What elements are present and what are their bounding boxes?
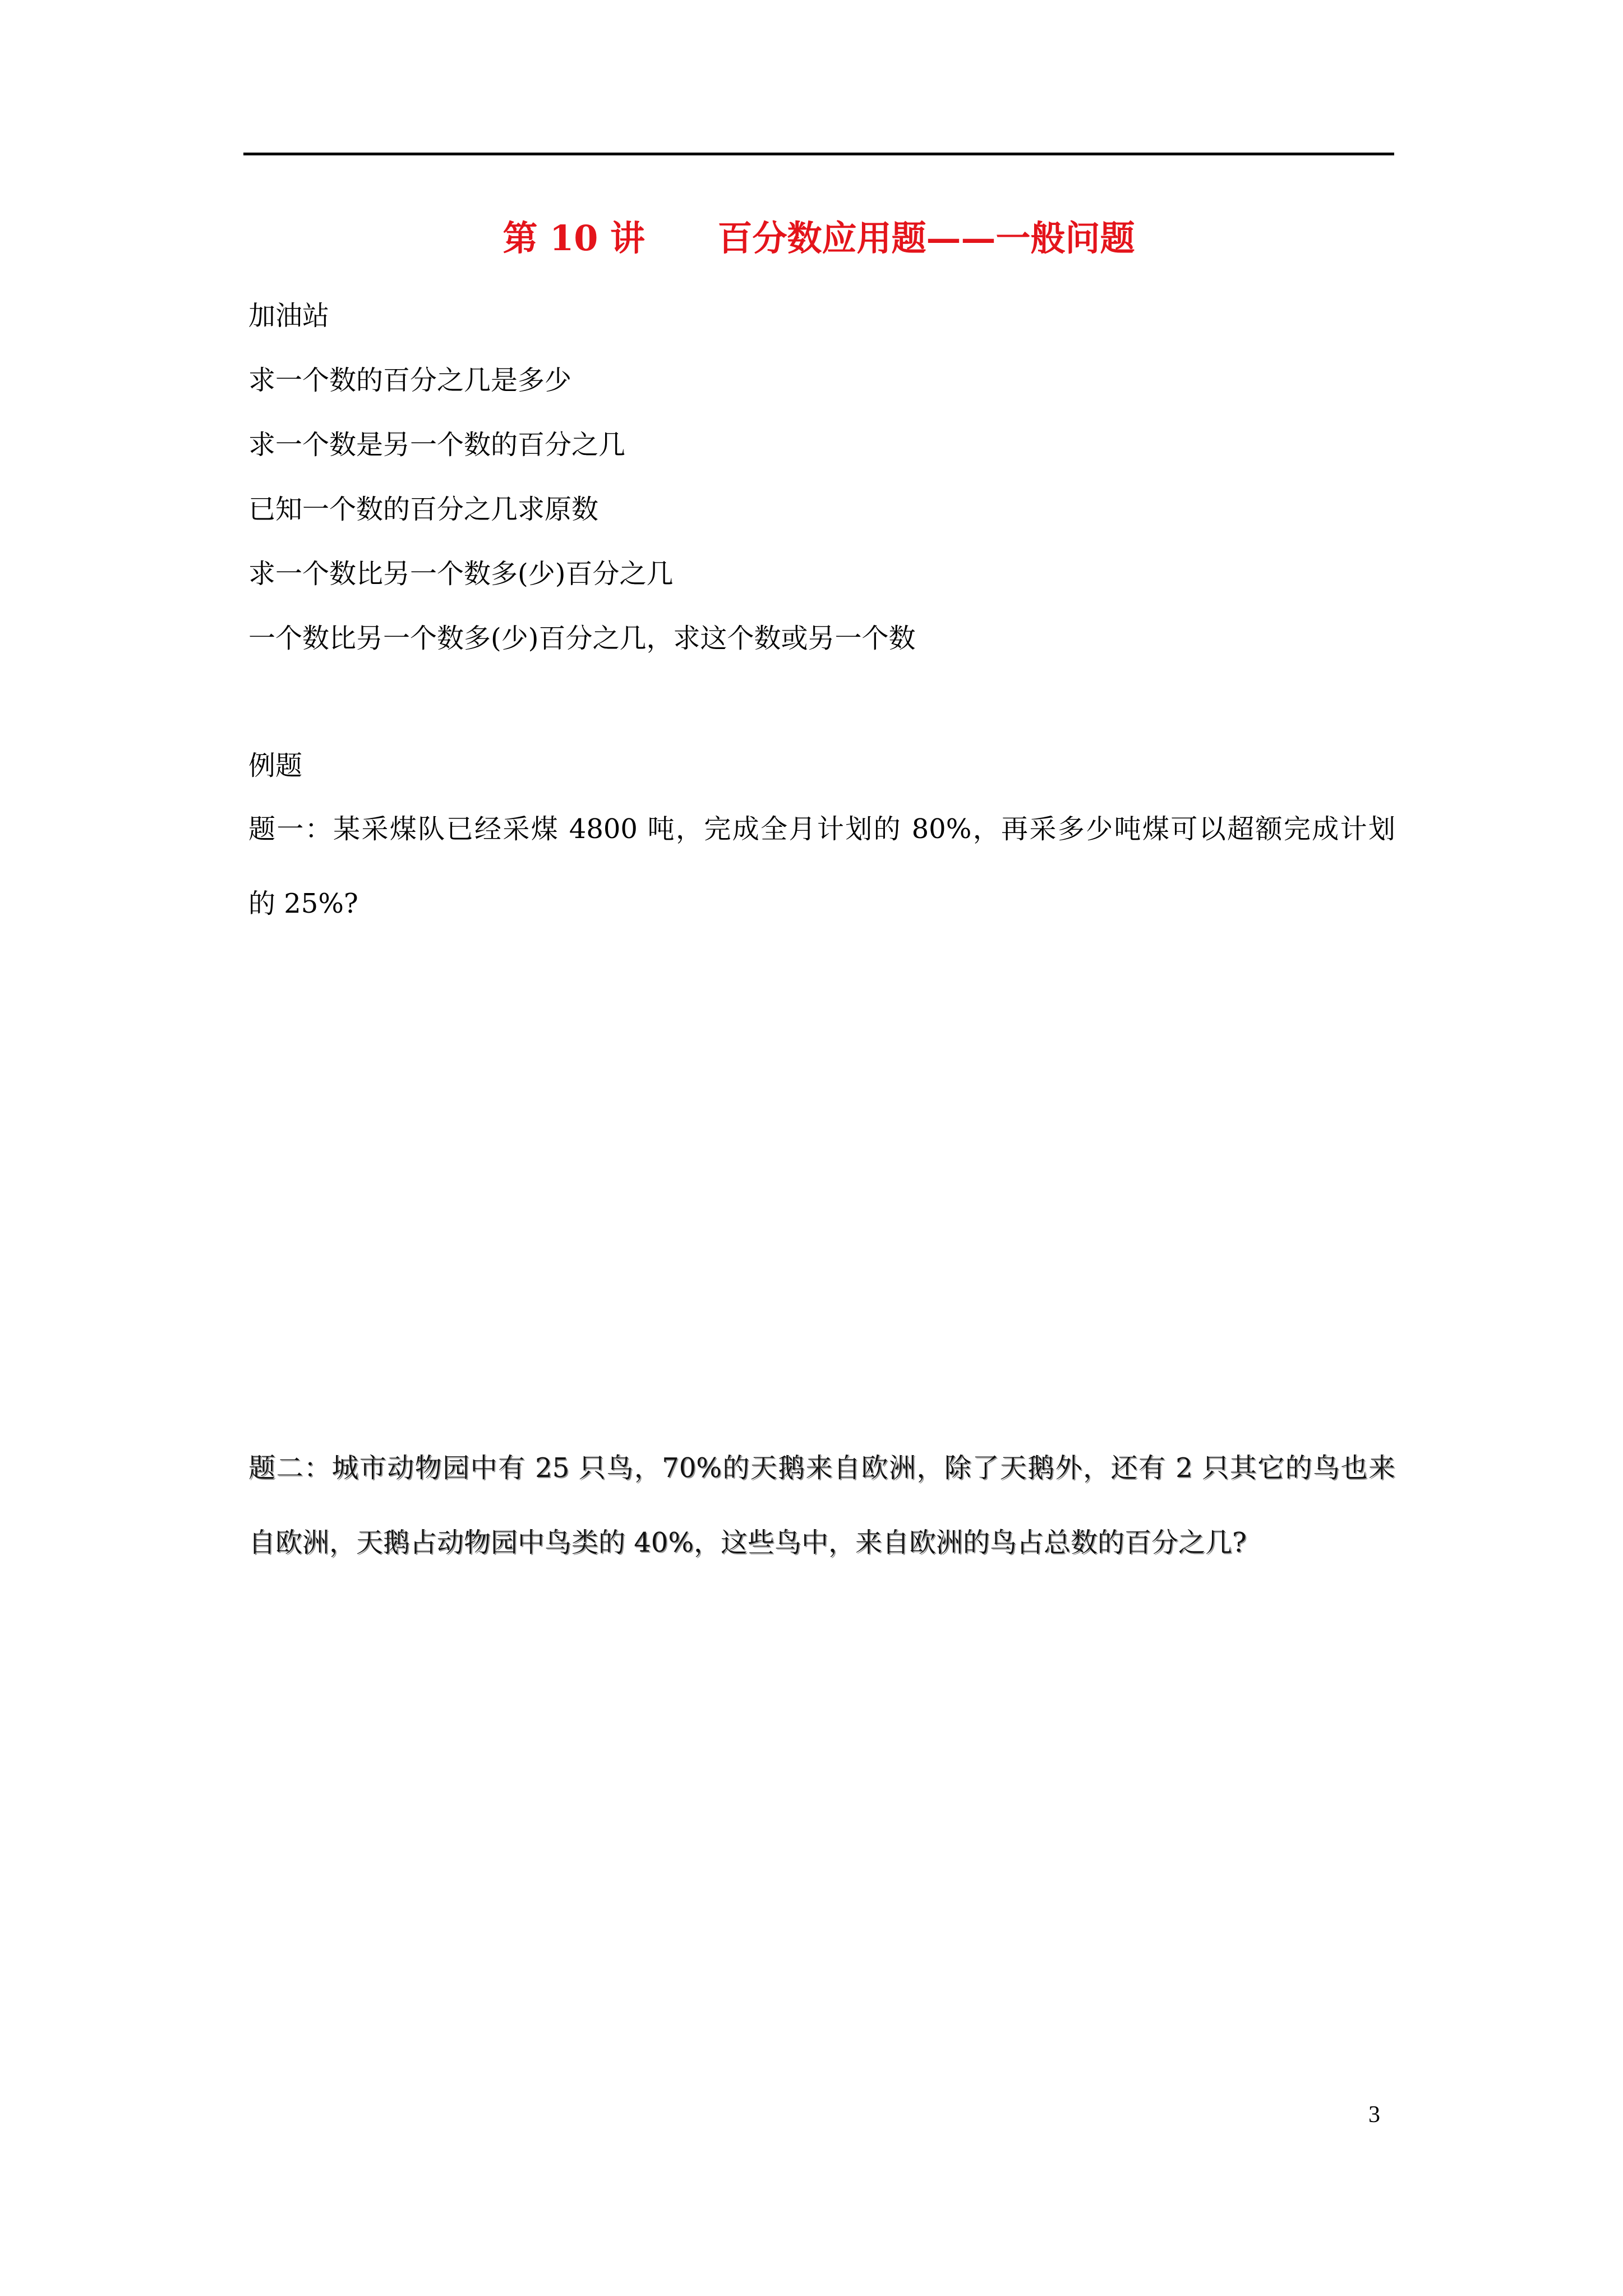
problem-1-line-2: 的 25%?	[248, 888, 358, 919]
tip-item: 已知一个数的百分之几求原数	[248, 494, 599, 525]
problem-1	[248, 812, 1395, 961]
problem-2-line-2: 自欧洲，天鹅占动物园中鸟类的 40%，这些鸟中，来自欧洲的鸟占总数的百分之几?	[248, 1527, 1247, 1558]
tip-item: 求一个数比另一个数多(少)百分之几	[248, 558, 674, 590]
tip-item: 求一个数是另一个数的百分之几	[248, 429, 626, 461]
page-title: 第 10 讲 百分数应用题——一般问题	[502, 218, 1135, 259]
tips-heading: 加油站	[248, 300, 330, 332]
tip-item: 求一个数的百分之几是多少	[248, 365, 572, 396]
header-rule	[243, 153, 1394, 155]
problem-2-line-1: 题二：城市动物园中有 25 只鸟，70%的天鹅来自欧洲，除了天鹅外，还有 2 只其它的鸟也来	[248, 1452, 1395, 1484]
problem-2	[248, 1451, 1395, 1600]
tip-item: 一个数比另一个数多(少)百分之几，求这个数或另一个数	[248, 623, 916, 654]
examples-heading: 例题	[248, 750, 303, 781]
problem-1-line-1: 题一：某采煤队已经采煤 4800 吨，完成全月计划的 80%，再采多少吨煤可以超额完成计划	[248, 813, 1395, 845]
page-number: 3	[1368, 2102, 1380, 2128]
